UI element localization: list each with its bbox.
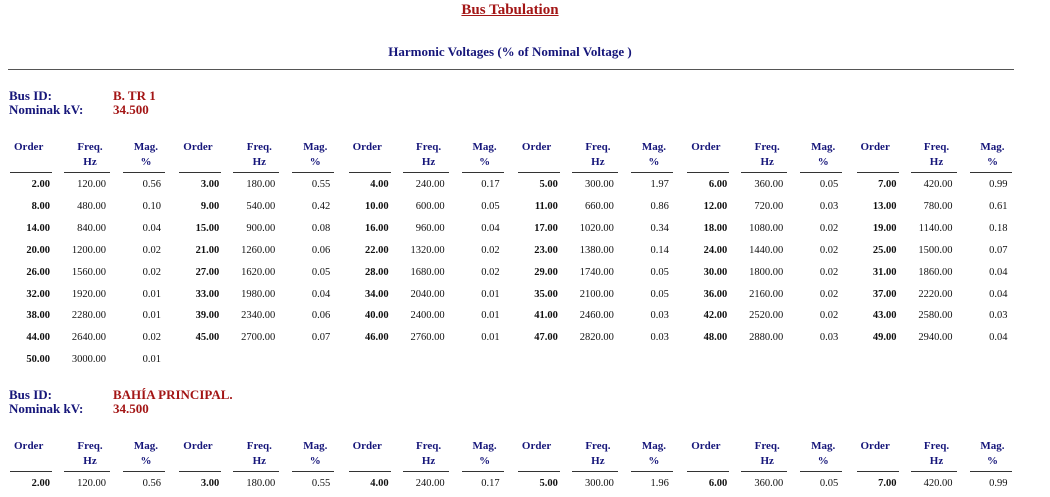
column-header-order: Order: [14, 141, 44, 153]
header-underline-freq: [572, 471, 618, 472]
header-underline-freq: [64, 471, 110, 472]
harmonic-frequency: 1680.00: [410, 266, 445, 278]
column-header-mag-unit: %: [987, 455, 998, 467]
harmonic-order: 16.00: [364, 222, 389, 234]
harmonic-magnitude: 0.02: [819, 288, 839, 300]
header-underline-order: [687, 471, 729, 472]
harmonic-frequency: 2340.00: [241, 310, 276, 322]
header-underline-mag: [292, 172, 334, 173]
harmonic-magnitude: 0.55: [311, 179, 331, 190]
harmonic-magnitude: 0.56: [142, 179, 161, 190]
harmonic-order: 10.00: [364, 200, 389, 212]
column-header-freq-unit: Hz: [421, 455, 436, 467]
column-header-order: Order: [352, 440, 382, 452]
harmonic-magnitude: 0.05: [311, 266, 331, 278]
column-header-mag-unit: %: [309, 455, 321, 467]
column-header-freq-unit: Hz: [929, 156, 944, 168]
harmonic-order: 23.00: [534, 244, 558, 256]
harmonic-order: 6.00: [708, 179, 728, 190]
harmonic-order: 12.00: [703, 200, 728, 212]
harmonic-magnitude: 0.10: [142, 200, 161, 212]
harmonic-frequency: 1800.00: [749, 266, 784, 278]
harmonic-frequency: 300.00: [585, 478, 614, 489]
harmonic-order: 37.00: [872, 288, 897, 300]
harmonic-magnitude: 0.06: [311, 310, 331, 322]
harmonic-order: 6.00: [708, 478, 728, 489]
harmonic-order: 43.00: [872, 310, 897, 322]
column-header-freq: Freq.: [585, 141, 611, 153]
column-header-freq: Freq.: [923, 440, 950, 452]
harmonic-magnitude: 0.99: [989, 179, 1008, 190]
harmonic-frequency: 1560.00: [71, 266, 106, 278]
harmonic-order: 26.00: [26, 266, 50, 278]
header-underline-freq: [572, 172, 618, 173]
column-header-mag-unit: %: [648, 455, 660, 467]
column-header-order: Order: [860, 440, 890, 452]
column-header-freq: Freq.: [754, 440, 780, 452]
header-underline-order: [349, 471, 391, 472]
harmonic-frequency: 2160.00: [749, 288, 784, 300]
harmonic-frequency: 600.00: [415, 200, 445, 212]
harmonic-magnitude: 1.96: [650, 478, 669, 489]
column-header-mag: Mag.: [472, 141, 497, 153]
harmonic-order: 19.00: [872, 222, 897, 234]
harmonic-frequency: 240.00: [415, 179, 445, 190]
harmonic-frequency: 2100.00: [579, 288, 614, 300]
column-header-mag: Mag.: [980, 141, 1005, 153]
harmonic-magnitude: 1.97: [650, 179, 669, 190]
header-underline-freq: [233, 172, 279, 173]
harmonic-magnitude: 0.56: [142, 478, 161, 489]
harmonic-magnitude: 0.02: [819, 310, 839, 322]
header-underline-freq: [233, 471, 279, 472]
harmonic-frequency: 540.00: [246, 200, 276, 212]
header-underline-order: [10, 172, 52, 173]
harmonic-magnitude: 0.01: [142, 354, 161, 366]
column-header-freq-unit: Hz: [760, 455, 774, 467]
harmonic-order: 46.00: [364, 332, 389, 344]
harmonic-order: 2.00: [31, 478, 50, 489]
harmonic-frequency: 1320.00: [410, 244, 445, 256]
column-header-mag-unit: %: [140, 455, 152, 467]
harmonic-order: 9.00: [200, 200, 220, 212]
column-header-order: Order: [352, 141, 382, 153]
harmonic-frequency: 1620.00: [241, 266, 276, 278]
harmonic-order: 50.00: [26, 354, 50, 366]
harmonic-magnitude: 0.99: [989, 478, 1008, 489]
harmonic-magnitude: 0.17: [481, 179, 500, 190]
column-header-mag: Mag.: [472, 440, 497, 452]
header-underline-order: [857, 471, 899, 472]
harmonic-order: 3.00: [200, 179, 220, 190]
header-underline-mag: [123, 471, 165, 472]
harmonic-order: 7.00: [878, 179, 897, 190]
harmonic-magnitude: 0.04: [989, 266, 1008, 278]
column-header-mag-unit: %: [817, 455, 829, 467]
harmonic-frequency: 2820.00: [579, 332, 614, 344]
harmonic-order: 42.00: [703, 310, 728, 322]
harmonic-frequency: 720.00: [754, 200, 784, 212]
header-underline-mag: [631, 471, 673, 472]
header-underline-mag: [292, 471, 334, 472]
harmonic-frequency: 2640.00: [71, 332, 106, 344]
harmonic-order: 13.00: [872, 200, 897, 212]
harmonic-frequency: 2460.00: [579, 310, 614, 322]
column-header-order: Order: [691, 141, 721, 153]
harmonic-frequency: 360.00: [754, 179, 784, 190]
harmonic-order: 25.00: [872, 244, 897, 256]
harmonic-order: 33.00: [195, 288, 220, 300]
column-header-mag: Mag.: [133, 440, 159, 452]
harmonic-magnitude: 0.05: [819, 179, 839, 190]
harmonic-magnitude: 0.03: [989, 310, 1008, 322]
harmonic-order: 2.00: [31, 179, 50, 190]
harmonic-frequency: 1080.00: [749, 222, 784, 234]
harmonic-order: 32.00: [26, 288, 50, 300]
harmonic-magnitude: 0.01: [481, 310, 500, 322]
harmonic-order: 4.00: [370, 179, 389, 190]
harmonic-order: 4.00: [370, 478, 389, 489]
harmonic-order: 39.00: [195, 310, 220, 322]
harmonic-order: 27.00: [195, 266, 220, 278]
harmonic-order: 21.00: [195, 244, 220, 256]
harmonic-frequency: 240.00: [415, 478, 445, 489]
harmonic-magnitude: 0.05: [650, 288, 669, 300]
harmonic-frequency: 1440.00: [749, 244, 784, 256]
harmonic-frequency: 1200.00: [71, 244, 106, 256]
harmonic-magnitude: 0.34: [650, 222, 669, 234]
harmonic-frequency: 2280.00: [71, 310, 106, 322]
column-header-order: Order: [521, 440, 552, 452]
header-underline-mag: [123, 172, 165, 173]
harmonic-frequency: 1260.00: [241, 244, 276, 256]
header-underline-freq: [741, 172, 787, 173]
harmonic-magnitude: 0.03: [650, 310, 669, 322]
bus-id-label: Bus ID:: [9, 387, 52, 402]
harmonic-frequency: 120.00: [77, 478, 106, 489]
harmonic-magnitude: 0.02: [481, 266, 500, 278]
column-header-mag: Mag.: [303, 440, 328, 452]
column-header-mag: Mag.: [641, 141, 666, 153]
column-header-freq-unit: Hz: [929, 455, 944, 467]
header-underline-freq: [911, 172, 957, 173]
harmonic-order: 17.00: [534, 222, 558, 234]
harmonic-order: 34.00: [364, 288, 389, 300]
harmonic-frequency: 2220.00: [918, 288, 953, 300]
harmonic-frequency: 120.00: [77, 179, 106, 190]
harmonic-order: 41.00: [534, 310, 558, 322]
header-underline-order: [10, 471, 52, 472]
column-header-mag: Mag.: [303, 141, 328, 153]
harmonic-frequency: 360.00: [754, 478, 784, 489]
column-header-freq: Freq.: [246, 141, 272, 153]
harmonic-frequency: 180.00: [246, 179, 276, 190]
harmonic-frequency: 840.00: [77, 222, 106, 234]
column-header-mag-unit: %: [479, 455, 491, 467]
column-header-freq: Freq.: [754, 141, 780, 153]
harmonic-order: 15.00: [195, 222, 220, 234]
column-header-freq: Freq.: [416, 440, 442, 452]
harmonic-frequency: 1380.00: [579, 244, 614, 256]
column-header-freq-unit: Hz: [421, 156, 436, 168]
harmonic-magnitude: 0.04: [142, 222, 161, 234]
header-underline-order: [857, 172, 899, 173]
harmonic-order: 38.00: [26, 310, 50, 322]
nominal-kv-value: 34.500: [113, 102, 149, 117]
harmonic-frequency: 1140.00: [918, 222, 953, 234]
harmonic-magnitude: 0.07: [989, 244, 1008, 256]
harmonic-magnitude: 0.05: [819, 478, 839, 489]
harmonic-frequency: 2880.00: [749, 332, 784, 344]
harmonic-order: 45.00: [195, 332, 220, 344]
harmonic-frequency: 420.00: [923, 478, 953, 489]
column-header-mag: Mag.: [980, 440, 1005, 452]
column-header-mag-unit: %: [817, 156, 829, 168]
harmonic-magnitude: 0.04: [311, 288, 331, 300]
bus-id-value: B. TR 1: [113, 88, 156, 103]
harmonic-magnitude: 0.17: [481, 478, 500, 489]
harmonic-frequency: 2760.00: [410, 332, 445, 344]
harmonic-magnitude: 0.86: [650, 200, 669, 212]
harmonic-order: 14.00: [26, 222, 50, 234]
harmonic-frequency: 660.00: [585, 200, 614, 212]
harmonic-magnitude: 0.03: [819, 200, 839, 212]
harmonic-order: 7.00: [878, 478, 897, 489]
harmonic-frequency: 1860.00: [918, 266, 953, 278]
harmonic-magnitude: 0.61: [989, 200, 1008, 212]
harmonic-magnitude: 0.02: [142, 244, 161, 256]
column-header-freq-unit: Hz: [252, 156, 267, 168]
column-header-mag-unit: %: [648, 156, 660, 168]
harmonic-frequency: 480.00: [77, 200, 106, 212]
harmonic-order: 49.00: [872, 332, 897, 344]
column-header-freq: Freq.: [77, 440, 103, 452]
harmonic-magnitude: 0.04: [481, 222, 500, 234]
harmonic-magnitude: 0.05: [481, 200, 500, 212]
column-header-mag: Mag.: [133, 141, 159, 153]
harmonic-frequency: 2700.00: [241, 332, 276, 344]
harmonic-magnitude: 0.01: [142, 288, 161, 300]
column-header-freq: Freq.: [77, 141, 103, 153]
harmonic-order: 29.00: [534, 266, 558, 278]
header-underline-freq: [911, 471, 957, 472]
harmonic-magnitude: 0.07: [311, 332, 331, 344]
bus-id-value: BAHÍA PRINCIPAL.: [113, 387, 233, 402]
column-header-freq: Freq.: [585, 440, 611, 452]
harmonic-magnitude: 0.02: [819, 266, 839, 278]
column-header-mag-unit: %: [987, 156, 998, 168]
harmonic-order: 36.00: [703, 288, 728, 300]
column-header-mag-unit: %: [479, 156, 491, 168]
harmonic-magnitude: 0.06: [311, 244, 331, 256]
harmonic-magnitude: 0.18: [989, 222, 1008, 234]
harmonic-order: 18.00: [703, 222, 728, 234]
header-underline-order: [179, 172, 221, 173]
header-underline-freq: [403, 172, 449, 173]
harmonic-order: 8.00: [31, 200, 50, 212]
harmonic-magnitude: 0.03: [650, 332, 669, 344]
harmonic-frequency: 3000.00: [71, 354, 106, 366]
harmonic-frequency: 1980.00: [241, 288, 276, 300]
column-header-mag: Mag.: [641, 440, 666, 452]
harmonic-frequency: 1740.00: [579, 266, 614, 278]
harmonic-magnitude: 0.02: [819, 244, 839, 256]
harmonic-magnitude: 0.55: [311, 478, 331, 489]
column-header-freq-unit: Hz: [760, 156, 774, 168]
column-header-order: Order: [183, 440, 213, 452]
header-underline-mag: [800, 471, 842, 472]
header-underline-mag: [800, 172, 842, 173]
harmonic-magnitude: 0.02: [819, 222, 839, 234]
column-header-freq-unit: Hz: [591, 156, 605, 168]
header-underline-order: [349, 172, 391, 173]
harmonic-frequency: 2520.00: [749, 310, 784, 322]
harmonic-frequency: 1920.00: [71, 288, 106, 300]
harmonic-magnitude: 0.04: [989, 332, 1008, 344]
harmonic-order: 5.00: [539, 179, 558, 190]
harmonic-frequency: 2940.00: [918, 332, 953, 344]
harmonic-magnitude: 0.01: [481, 288, 500, 300]
harmonic-magnitude: 0.42: [311, 200, 331, 212]
column-header-order: Order: [14, 440, 44, 452]
harmonic-frequency: 2040.00: [410, 288, 445, 300]
column-header-mag: Mag.: [811, 141, 836, 153]
column-header-order: Order: [521, 141, 552, 153]
header-underline-mag: [462, 471, 504, 472]
header-underline-mag: [970, 471, 1012, 472]
report-subtitle: Harmonic Voltages (% of Nominal Voltage ): [388, 44, 632, 59]
harmonic-magnitude: 0.14: [650, 244, 669, 256]
harmonic-order: 30.00: [703, 266, 728, 278]
header-underline-mag: [970, 172, 1012, 173]
harmonic-order: 47.00: [534, 332, 558, 344]
header-underline-mag: [462, 172, 504, 173]
harmonic-order: 3.00: [200, 478, 220, 489]
harmonic-frequency: 2580.00: [918, 310, 953, 322]
harmonic-order: 31.00: [872, 266, 897, 278]
harmonic-frequency: 300.00: [585, 179, 614, 190]
nominal-kv-label: Nominak kV:: [9, 102, 84, 117]
column-header-order: Order: [691, 440, 721, 452]
harmonic-magnitude: 0.08: [311, 222, 331, 234]
harmonic-frequency: 900.00: [246, 222, 276, 234]
harmonic-magnitude: 0.03: [819, 332, 839, 344]
harmonic-frequency: 960.00: [415, 222, 445, 234]
harmonic-order: 44.00: [26, 332, 50, 344]
harmonic-order: 35.00: [534, 288, 558, 300]
column-header-freq: Freq.: [416, 141, 442, 153]
column-header-mag: Mag.: [811, 440, 836, 452]
harmonic-magnitude: 0.05: [650, 266, 669, 278]
column-header-order: Order: [183, 141, 213, 153]
harmonic-order: 40.00: [364, 310, 389, 322]
title-divider: [8, 69, 1014, 70]
header-underline-freq: [403, 471, 449, 472]
harmonic-frequency: 2400.00: [410, 310, 445, 322]
harmonic-magnitude: 0.01: [142, 310, 161, 322]
column-header-freq-unit: Hz: [252, 455, 267, 467]
page-title: Bus Tabulation: [461, 2, 559, 18]
header-underline-order: [518, 172, 560, 173]
harmonic-order: 11.00: [534, 200, 558, 212]
header-underline-freq: [64, 172, 110, 173]
column-header-mag-unit: %: [309, 156, 321, 168]
column-header-mag-unit: %: [140, 156, 152, 168]
harmonic-magnitude: 0.02: [142, 266, 161, 278]
column-header-freq: Freq.: [246, 440, 272, 452]
harmonic-frequency: 420.00: [923, 179, 953, 190]
header-underline-mag: [631, 172, 673, 173]
harmonic-magnitude: 0.02: [142, 332, 161, 344]
header-underline-order: [179, 471, 221, 472]
harmonic-order: 48.00: [703, 332, 728, 344]
nominal-kv-value: 34.500: [113, 401, 149, 416]
column-header-freq-unit: Hz: [83, 156, 97, 168]
column-header-freq: Freq.: [923, 141, 950, 153]
harmonic-magnitude: 0.02: [481, 244, 500, 256]
header-underline-order: [518, 471, 560, 472]
nominal-kv-label: Nominak kV:: [9, 401, 84, 416]
harmonic-order: 5.00: [539, 478, 558, 489]
bus-id-label: Bus ID:: [9, 88, 52, 103]
header-underline-order: [687, 172, 729, 173]
harmonic-order: 24.00: [703, 244, 728, 256]
harmonic-frequency: 1020.00: [579, 222, 614, 234]
harmonic-frequency: 1500.00: [918, 244, 953, 256]
header-underline-freq: [741, 471, 787, 472]
harmonic-frequency: 180.00: [246, 478, 276, 489]
harmonic-order: 28.00: [364, 266, 389, 278]
harmonic-order: 20.00: [26, 244, 50, 256]
harmonic-magnitude: 0.01: [481, 332, 500, 344]
column-header-freq-unit: Hz: [591, 455, 605, 467]
harmonic-frequency: 780.00: [923, 200, 953, 212]
harmonic-magnitude: 0.04: [989, 288, 1008, 300]
harmonic-order: 22.00: [364, 244, 389, 256]
column-header-order: Order: [860, 141, 890, 153]
column-header-freq-unit: Hz: [83, 455, 97, 467]
